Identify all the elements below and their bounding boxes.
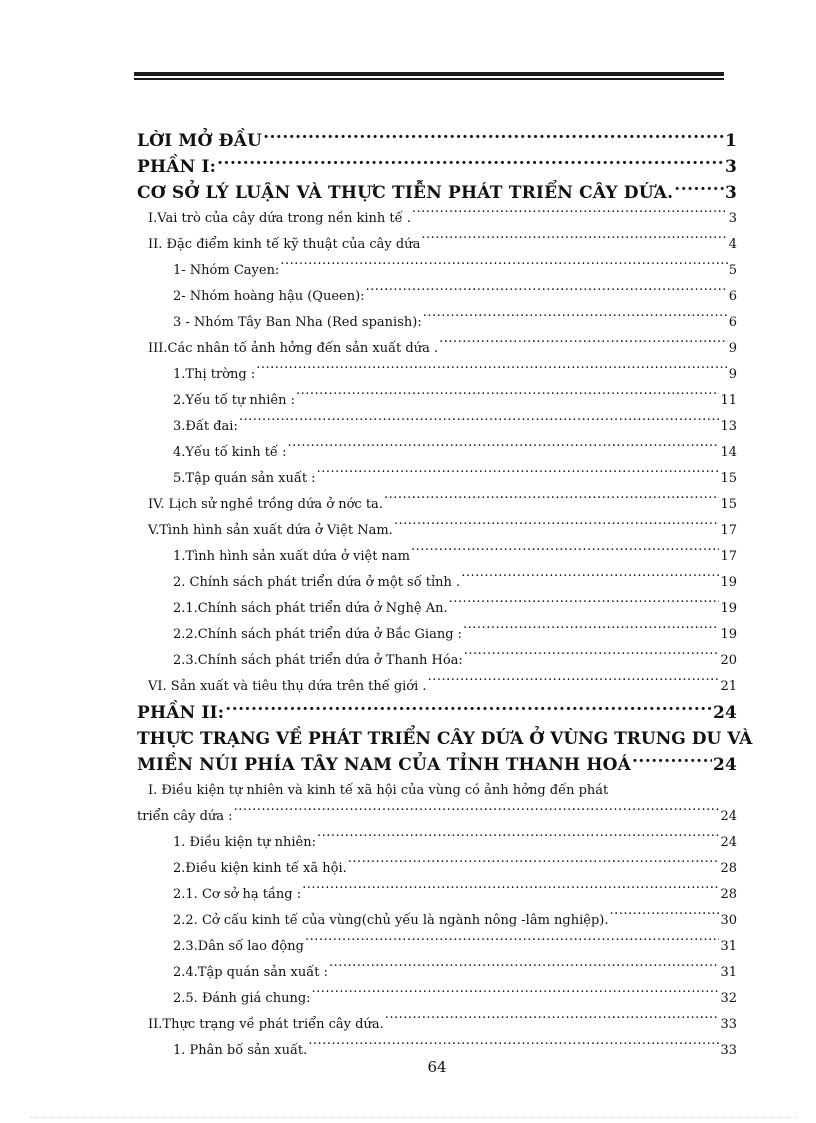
toc-entry-page: 24 [712,703,737,723]
toc-entry-page: 6 [728,315,737,330]
toc-entry[interactable] [137,362,737,388]
toc-entry[interactable] [137,960,737,986]
toc-entry[interactable] [137,154,737,180]
toc-leader-dots [317,833,719,846]
toc-entry[interactable] [137,180,737,206]
toc-entry-page: 24 [720,835,737,850]
toc-entry-title: triển cây dứa : [137,809,233,824]
toc-entry-title: MIỀN NÚI PHÍA TÂY NAM CỦA TỈNH THANH HOÁ [137,755,631,775]
toc-leader-dots [449,599,720,612]
toc-entry[interactable] [137,934,737,960]
toc-entry[interactable] [137,700,737,726]
toc-leader-dots [280,261,727,274]
toc-entry[interactable] [137,544,737,570]
toc-entry-title: 3.Đất đai: [173,419,238,434]
toc-entry-page: 31 [720,939,737,954]
toc-entry[interactable] [137,128,737,154]
toc-entry[interactable] [137,1012,737,1038]
toc-entry-title: 1. Phân bố sản xuất. [173,1043,308,1058]
toc-entry-title: 1- Nhóm Cayen: [173,263,280,278]
footer-dotted-rule [30,1117,796,1120]
toc-entry-page: 33 [720,1043,737,1058]
toc-entry-page: 17 [720,549,737,564]
toc-entry[interactable] [137,206,737,232]
toc-entry-page: 9 [728,341,737,356]
toc-leader-dots [225,701,712,718]
toc-leader-dots [329,963,719,976]
toc-leader-dots [296,391,719,404]
toc-entry-title: II. Đặc điểm kinh tế kỹ thuật của cây dứa [148,237,421,252]
toc-leader-dots [385,1015,720,1028]
toc-entry-title: 2. Chính sách phát triển dứa ở một số tỉnh . [173,575,461,590]
toc-entry-page: 9 [728,367,737,382]
toc-entry-title: THỰC TRẠNG VỀ PHÁT TRIỂN CÂY DỨA Ở VÙNG TRUNG DU VÀ [137,729,753,749]
toc-entry-title: 2.3.Dân số lao động [173,939,304,954]
toc-leader-dots [305,937,720,950]
toc-entry-title: I.Vai trò của cây dứa trong nền kinh tế . [148,211,411,226]
toc-entry-title: 2.3.Chính sách phát triển dứa ở Thanh Hóa: [173,653,463,668]
toc-entry-title: 4.Yếu tố kinh tế : [173,445,287,460]
toc-entry[interactable] [137,648,737,674]
toc-entry-title: III.Các nhân tố ảnh hởng đến sản xuất dứa . [148,341,439,356]
toc-entry[interactable] [137,882,737,908]
toc-entry[interactable] [137,336,737,362]
toc-entry[interactable] [137,310,737,336]
toc-entry-page: 19 [720,601,737,616]
toc-leader-dots [439,339,728,352]
toc-entry[interactable] [137,466,737,492]
toc-entry-page: 19 [720,575,737,590]
header-rule-thin [134,78,724,80]
toc-entry-page: 30 [720,913,737,928]
toc-entry-page: 13 [720,419,737,434]
toc-entry-page: 15 [720,497,737,512]
toc-entry-title: LỜI MỞ ĐẦU [137,131,263,151]
toc-leader-dots [423,313,728,326]
toc-entry-page: 11 [720,393,737,408]
toc-leader-dots [366,287,728,300]
toc-entry-title: 2.2.Chính sách phát triển dứa ở Bắc Giang : [173,627,463,642]
toc-entry-title: I. Điều kiện tự nhiên và kinh tế xã hội của vùng có ảnh hởng đến phát [148,783,609,798]
toc-entry-page: 3 [724,183,737,203]
toc-entry-title: 1.Thị trờng : [173,367,256,382]
toc-entry-page: 24 [720,809,737,824]
toc-entry-page: 3 [724,157,737,177]
toc-leader-dots [428,677,720,690]
toc-entry-page: 24 [712,755,737,775]
toc-entry-title: V.Tình hình sản xuất dứa ở Việt Nam. [148,523,393,538]
toc-entry-page: 4 [728,237,737,252]
toc-entry-page: 32 [720,991,737,1006]
toc-entry-page: 6 [728,289,737,304]
toc-entry[interactable] [137,830,737,856]
toc-leader-dots [239,417,720,430]
toc-entry[interactable] [137,596,737,622]
toc-leader-dots [464,651,720,664]
toc-entry-title: 3 - Nhóm Tây Ban Nha (Red spanish): [173,315,422,330]
toc-leader-dots [308,1041,719,1054]
toc-entry-page: 3 [728,211,737,226]
toc-leader-dots [312,989,720,1002]
toc-entry[interactable] [137,804,737,830]
toc-entry-title: 2- Nhóm hoàng hậu (Queen): [173,289,365,304]
toc-entry-title: 1. Điều kiện tự nhiên: [173,835,316,850]
toc-leader-dots [256,365,728,378]
toc-entry-page: 1 [724,131,737,151]
toc-leader-dots [421,235,727,248]
toc-entry-page: 31 [720,965,737,980]
toc-entry[interactable] [137,492,737,518]
toc-leader-dots [632,753,712,770]
toc-leader-dots [674,181,724,198]
toc-entry[interactable] [137,752,737,778]
toc-entry-page: 28 [720,887,737,902]
toc-entry-page: 20 [720,653,737,668]
toc-entry-page: 19 [720,627,737,642]
toc-entry-wrapped-line[interactable] [137,726,753,752]
toc-entry-page: 17 [720,523,737,538]
toc-leader-dots [384,495,720,508]
toc-entry[interactable] [137,622,737,648]
toc-entry-page: 21 [720,679,737,694]
toc-leader-dots [412,209,728,222]
toc-entry[interactable] [137,440,737,466]
toc-entry-page: 14 [720,445,737,460]
toc-entry-title: 1.Tình hình sản xuất dứa ở việt nam [173,549,411,564]
toc-entry-title: 2.Điều kiện kinh tế xã hội. [173,861,347,876]
toc-entry[interactable] [137,258,737,284]
toc-entry[interactable] [137,856,737,882]
toc-leader-dots [461,573,719,586]
toc-entry[interactable] [137,908,737,934]
page-number: 64 [427,1058,447,1076]
toc-entry-title: CƠ SỞ LÝ LUẬN VÀ THỰC TIỄN PHÁT TRIỂN CÂY DỨA. [137,183,674,203]
toc-entry[interactable] [137,518,737,544]
toc-entry-title: 2.4.Tập quán sản xuất : [173,965,328,980]
toc-entry-title: PHẦN II: [137,703,225,723]
toc-leader-dots [263,129,724,146]
toc-entry-title: 2.5. Đánh giá chung: [173,991,311,1006]
toc-leader-dots [287,443,719,456]
toc-leader-dots [217,155,724,172]
toc-entry-title: 2.2. Cở cấu kinh tế của vùng(chủ yếu là ngành nông -lâm nghiệp). [173,913,609,928]
table-of-contents [137,128,753,1064]
toc-entry-page: 5 [728,263,737,278]
toc-entry[interactable] [137,986,737,1012]
toc-entry[interactable] [137,284,737,310]
toc-entry-page: 33 [720,1017,737,1032]
toc-entry-title: 2.Yếu tố tự nhiên : [173,393,296,408]
toc-leader-dots [348,859,720,872]
toc-leader-dots [394,521,720,534]
toc-entry-title: 2.1.Chính sách phát triển dứa ở Nghệ An. [173,601,448,616]
toc-entry-title: 2.1. Cơ sở hạ tầng : [173,887,302,902]
toc-entry-wrapped-line[interactable] [137,778,737,804]
toc-leader-dots [609,911,719,924]
toc-leader-dots [411,547,719,560]
toc-entry-title: VI. Sản xuất và tiêu thụ dứa trên thế giới . [148,679,427,694]
toc-leader-dots [234,807,720,820]
header-rule-thick [134,72,724,76]
toc-entry[interactable] [137,674,737,700]
toc-entry[interactable] [137,414,737,440]
toc-entry-page: 28 [720,861,737,876]
toc-entry[interactable] [137,388,737,414]
toc-entry[interactable] [137,570,737,596]
toc-entry-page: 15 [720,471,737,486]
toc-leader-dots [302,885,719,898]
toc-entry-title: II.Thực trạng về phát triển cây dứa. [148,1017,384,1032]
toc-leader-dots [463,625,719,638]
toc-leader-dots [317,469,720,482]
toc-entry[interactable] [137,232,737,258]
toc-entry-title: 5.Tập quán sản xuất : [173,471,316,486]
toc-entry-title: PHẦN I: [137,157,217,177]
toc-entry-title: IV. Lịch sử nghề trồng dứa ở nớc ta. [148,497,383,512]
